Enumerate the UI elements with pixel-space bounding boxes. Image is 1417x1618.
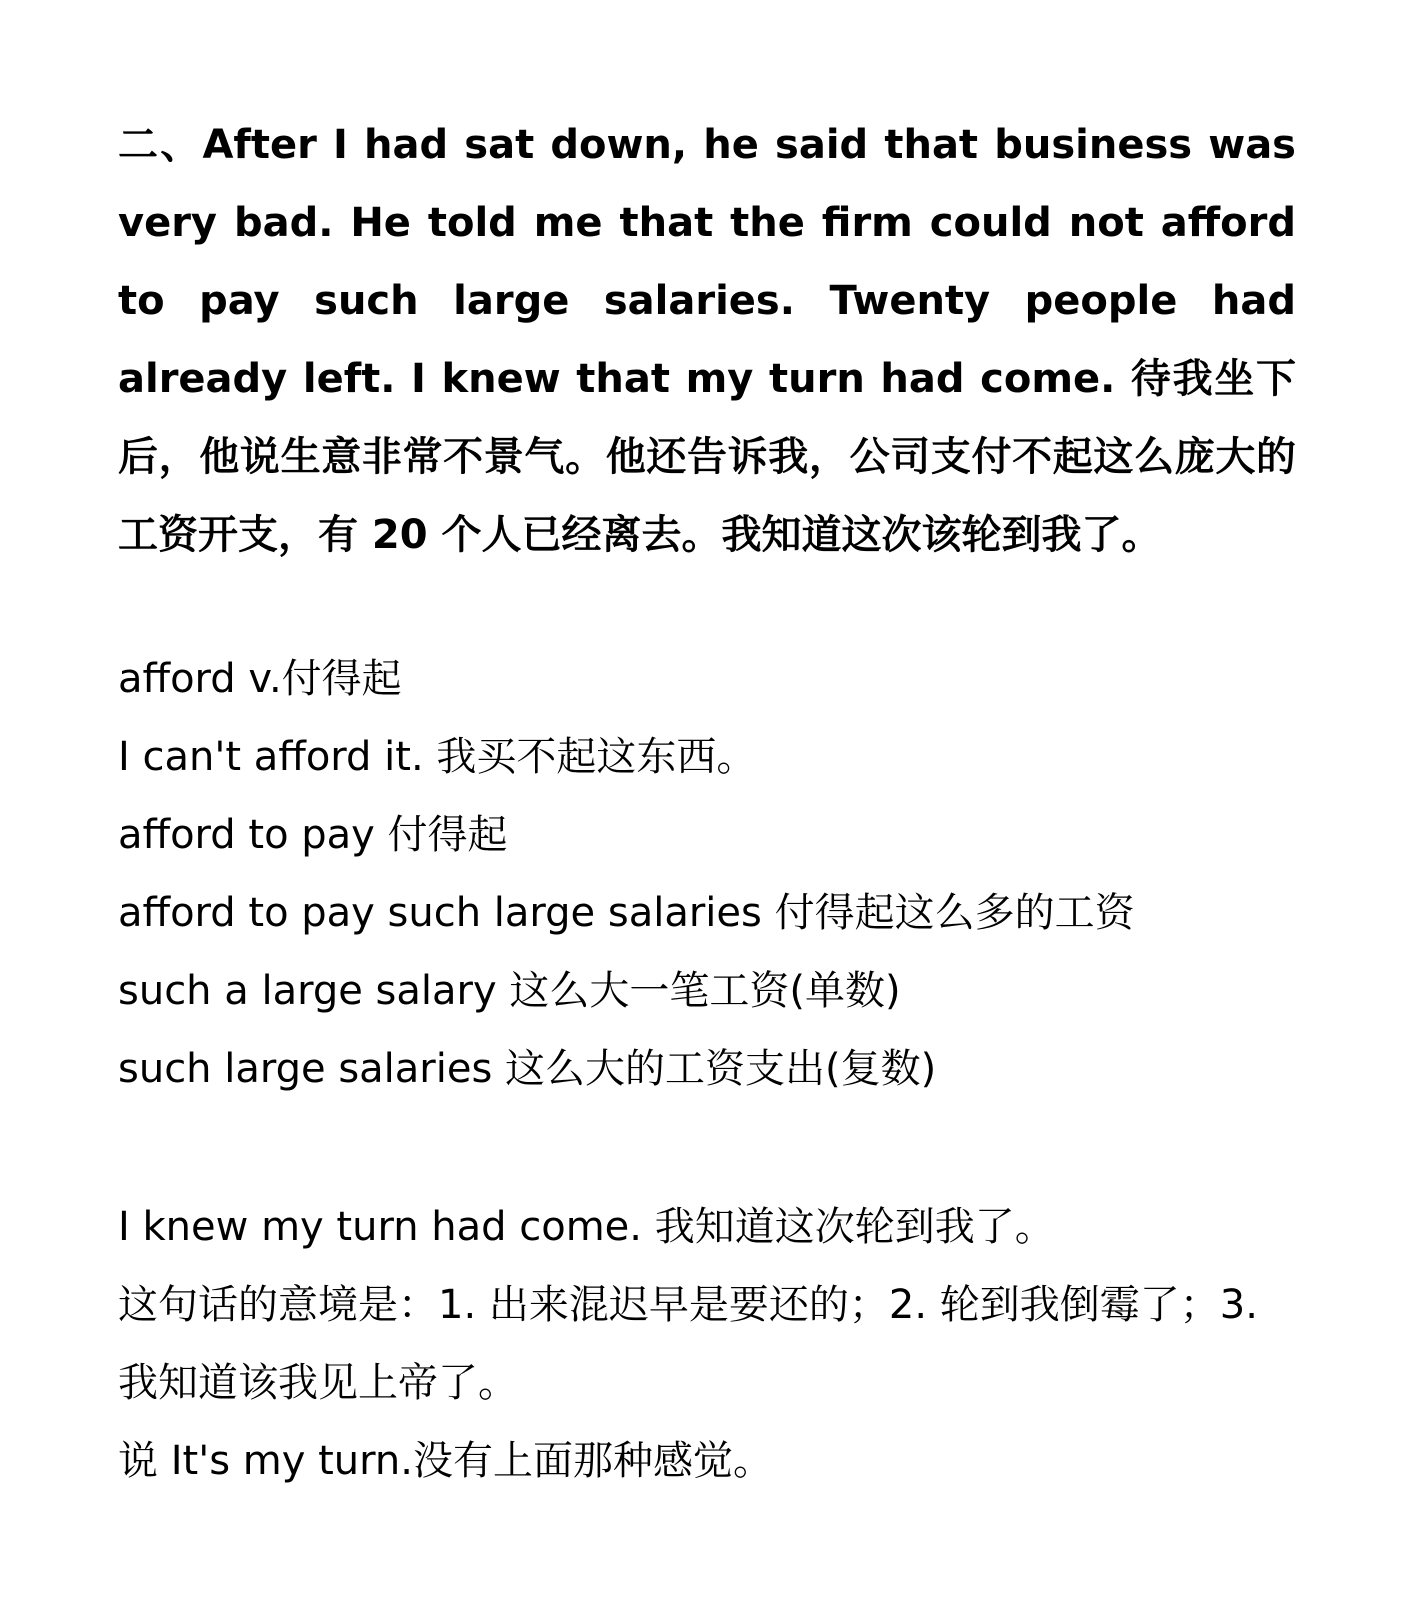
vocabulary-section xyxy=(118,640,1296,1108)
vocab-line: such a large salary 这么大一笔工资(单数) xyxy=(118,968,901,1014)
vocab-line: afford to pay 付得起 xyxy=(118,812,508,858)
vocab-line: such large salaries 这么大的工资支出(复数) xyxy=(118,1046,937,1092)
notes-section xyxy=(118,1188,1296,1500)
spacer xyxy=(118,574,1296,640)
note-line: I knew my turn had come. 我知道这次轮到我了。 xyxy=(118,1204,1055,1250)
note-line: 说 It's my turn.没有上面那种感觉。 xyxy=(118,1438,773,1484)
note-line: 这句话的意境是：1. 出来混迟早是要还的；2. 轮到我倒霉了；3. 我知道该我见上帝了。 xyxy=(118,1282,1258,1406)
vocab-line: afford to pay such large salaries 付得起这么多的工资 xyxy=(118,890,1135,936)
document-content xyxy=(118,106,1296,1500)
main-paragraph: 二、After I had sat down, he said that business was very bad. He told me that the firm could not afford to pay such large salaries. Twenty people had already left. I knew that my turn had come. 待我坐下后，他说生意非常不景气。他还告诉我，公司支付不起这么庞大的工资开支，有 20 个人已经离去。我知道这次该轮到我了。 xyxy=(118,122,1296,558)
vocab-line: afford v.付得起 xyxy=(118,656,402,702)
vocab-line: I can't afford it. 我买不起这东西。 xyxy=(118,734,757,780)
spacer xyxy=(118,1108,1296,1188)
